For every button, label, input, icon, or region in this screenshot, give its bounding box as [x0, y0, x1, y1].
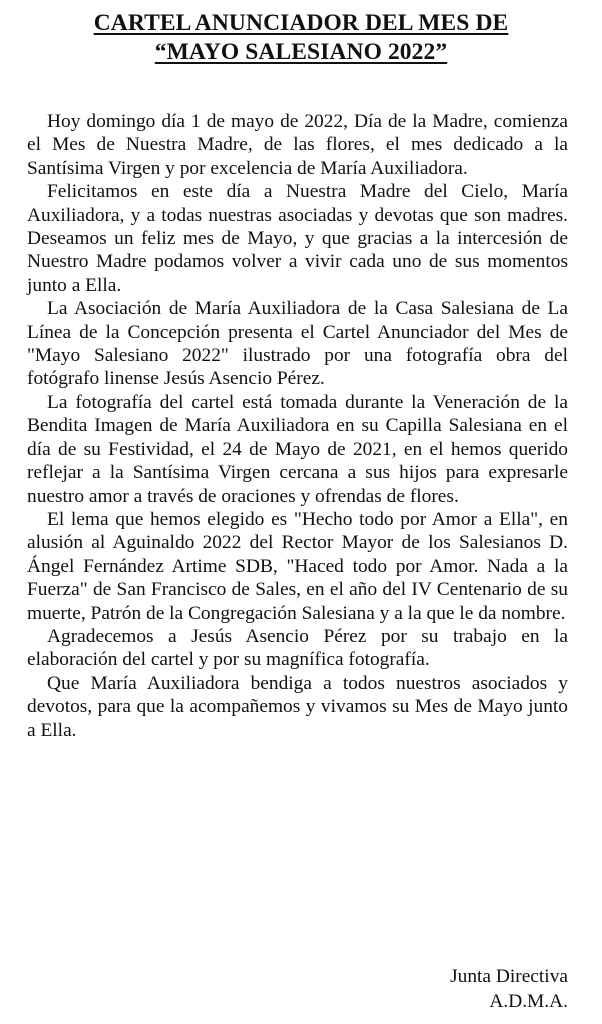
title-line-1: CARTEL ANUNCIADOR DEL MES DE: [93, 10, 509, 36]
paragraph: Felicitamos en este día a Nuestra Madre del Cielo, María Auxiliadora, y a todas nuestras asociadas y devotas que son madres. Deseamos un feliz mes de Mayo, y que gracias a la intercesión de Nuestro Madre podamos volver a vivir cada uno de sus momentos junto a Ella.: [27, 181, 568, 296]
title-line-2: “MAYO SALESIANO 2022”: [154, 39, 448, 65]
document-title: [0, 9, 602, 67]
signature-line-2: A.D.M.A.: [489, 991, 568, 1012]
paragraph: La Asociación de María Auxiliadora de la Casa Salesiana de La Línea de la Concepción presenta el Cartel Anunciador del Mes de "Mayo Salesiano 2022" ilustrado por una fotografía obra del fotógrafo linense Jesús Asencio Pérez.: [27, 298, 568, 390]
paragraph: La fotografía del cartel está tomada durante la Veneración de la Bendita Imagen de María Auxiliadora en su Capilla Salesiana en el día de su Festividad, el 24 de Mayo de 2021, en el hemos querido reflejar a la Santísima Virgen cercana a sus hijos para expresarle nuestro amor a través de oraciones y ofrendas de flores.: [27, 391, 568, 507]
signature-line-1: Junta Directiva: [450, 966, 568, 987]
paragraph: Que María Auxiliadora bendiga a todos nuestros asociados y devotos, para que la acompañemos y vivamos su Mes de Mayo junto a Ella.: [27, 672, 568, 741]
paragraph: El lema que hemos elegido es "Hecho todo por Amor a Ella", en alusión al Aguinaldo 2022 del Rector Mayor de los Salesianos D. Ángel Fernández Artime SDB, "Haced todo por Amor. Nada a la Fuerza" de San Francisco de Sales, en el año del IV Centenario de su muerte, Patrón de la Congregación Salesiana y a la que le da nombre.: [27, 508, 568, 624]
paragraph: Agradecemos a Jesús Asencio Pérez por su trabajo en la elaboración del cartel y por su magnífica fotografía.: [27, 625, 568, 671]
paragraph: Hoy domingo día 1 de mayo de 2022, Día de la Madre, comienza el Mes de Nuestra Madre, de las flores, el mes dedicado a la Santísima Virgen y por excelencia de María Auxiliadora.: [27, 111, 568, 179]
signature-block: [450, 964, 568, 1014]
document-body: [27, 110, 568, 742]
